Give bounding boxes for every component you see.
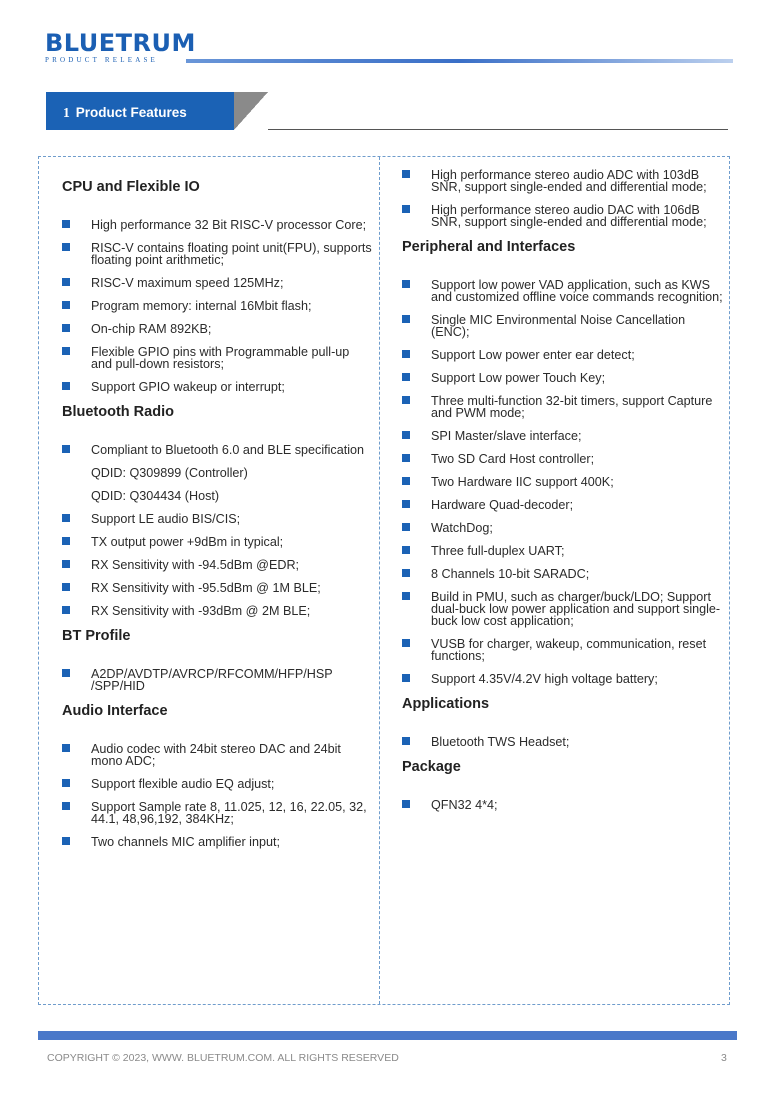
section-tab-corner [234,92,268,130]
feature-item-text: On-chip RAM 892KB; [91,322,212,336]
feature-item-text: QFN32 4*4; [431,798,498,812]
feature-item [402,453,724,465]
feature-item-text: Flexible GPIO pins with Programmable pull-up and pull-down resistors; [91,345,350,371]
feature-item-text: Compliant to Bluetooth 6.0 and BLE specification [91,443,365,457]
bullet-square-icon [402,373,410,381]
bullet-square-icon [62,445,70,453]
feature-item [402,476,724,488]
feature-item-text: High performance 32 Bit RISC-V processor Core; [91,218,367,232]
left-column [62,157,372,859]
feature-list [402,169,724,228]
bullet-square-icon [402,569,410,577]
feature-item [402,568,724,580]
feature-item [62,277,372,289]
bullet-square-icon [62,278,70,286]
bullet-square-icon [62,324,70,332]
feature-group [402,239,724,685]
feature-group-heading: Audio Interface [62,703,168,719]
feature-item [62,668,372,692]
feature-group [62,179,372,393]
feature-item-text: Support LE audio BIS/CIS; [91,512,241,526]
bullet-square-icon [402,205,410,213]
feature-item [402,673,724,685]
brand-logo [45,30,196,64]
feature-item-text: Build in PMU, such as charger/buck/LDO; Support dual-buck low power application and support single-buck low cost application; [431,590,721,628]
feature-item [402,799,724,811]
bullet-square-icon [62,606,70,614]
feature-group [402,696,724,748]
feature-list [402,799,724,811]
feature-item [62,582,372,594]
page-number: 3 [721,1052,727,1064]
bullet-square-icon [402,431,410,439]
feature-item [62,559,372,571]
feature-item-text: Support flexible audio EQ adjust; [91,777,275,791]
feature-group-heading: Peripheral and Interfaces [402,239,576,255]
feature-item-text: Support GPIO wakeup or interrupt; [91,380,285,394]
header-rule [186,59,733,63]
feature-item-text: WatchDog; [431,521,493,535]
feature-item [62,605,372,617]
feature-item-text: Three multi-function 32-bit timers, support Capture and PWM mode; [431,394,713,420]
bullet-square-icon [62,301,70,309]
feature-item-text: Audio codec with 24bit stereo DAC and 24bit mono ADC; [91,742,341,768]
feature-item [402,349,724,361]
bullet-square-icon [402,500,410,508]
feature-item-text: Two Hardware IIC support 400K; [431,475,614,489]
feature-item [62,444,372,456]
bullet-square-icon [62,802,70,810]
bullet-square-icon [62,837,70,845]
bullet-square-icon [402,477,410,485]
feature-item-text: Program memory: internal 16Mbit flash; [91,299,312,313]
bullet-square-icon [402,523,410,531]
feature-group-heading: BT Profile [62,628,131,644]
footer-copyright: COPYRIGHT © 2023, WWW. BLUETRUM.COM. ALL RIGHTS RESERVED [47,1052,399,1064]
bullet-square-icon [402,454,410,462]
feature-item [62,381,372,393]
feature-subitem [62,490,372,502]
bullet-square-icon [62,744,70,752]
logo-subtitle: PRODUCT RELEASE [45,56,159,64]
feature-item-text: 8 Channels 10-bit SARADC; [431,567,590,581]
feature-item-text: VUSB for charger, wakeup, communication, reset functions; [431,637,707,663]
bullet-square-icon [62,382,70,390]
bullet-square-icon [62,583,70,591]
feature-item [402,314,724,338]
feature-item-text: High performance stereo audio ADC with 103dB SNR, support single-ended and differential mode; [431,168,707,194]
feature-item [402,736,724,748]
column-divider [379,157,380,1004]
feature-group [402,169,724,228]
feature-item-text: RISC-V contains floating point unit(FPU), supports floating point arithmetic; [91,241,372,267]
bullet-square-icon [62,243,70,251]
bullet-square-icon [62,669,70,677]
bullet-square-icon [402,170,410,178]
feature-group [402,759,724,811]
feature-item [402,545,724,557]
feature-group [62,628,372,692]
feature-item [62,778,372,790]
feature-item-text: Bluetooth TWS Headset; [431,735,570,749]
bullet-square-icon [402,800,410,808]
feature-item-text: Support Low power enter ear detect; [431,348,635,362]
bullet-square-icon [402,737,410,745]
feature-list [62,743,372,848]
bullet-square-icon [402,546,410,554]
footer-bar [38,1031,737,1040]
feature-group-heading: Applications [402,696,490,712]
bullet-square-icon [402,280,410,288]
feature-item-text: A2DP/AVDTP/AVRCP/RFCOMM/HFP/HSP /SPP/HID [91,667,333,693]
feature-item-text: Single MIC Environmental Noise Cancellation (ENC); [431,313,686,339]
feature-item-text: Support Low power Touch Key; [431,371,606,385]
section-title: Product Features [75,105,187,120]
feature-item-text: QDID: Q304434 (Host) [91,489,220,503]
feature-item-text: High performance stereo audio DAC with 106dB SNR, support single-ended and differential mode; [431,203,707,229]
feature-item [402,372,724,384]
feature-item [402,638,724,662]
right-column [402,157,724,822]
feature-item [402,522,724,534]
feature-item [62,300,372,312]
feature-item-text: RX Sensitivity with -93dBm @ 2M BLE; [91,604,311,618]
bullet-square-icon [402,350,410,358]
feature-group-heading: Bluetooth Radio [62,404,174,420]
bullet-square-icon [62,560,70,568]
feature-item-text: Support 4.35V/4.2V high voltage battery; [431,672,658,686]
feature-item-text: Hardware Quad-decoder; [431,498,574,512]
feature-item [62,219,372,231]
feature-group [62,703,372,848]
feature-item [402,204,724,228]
feature-item [62,242,372,266]
feature-item [402,499,724,511]
feature-item [62,346,372,370]
feature-item-text: Two channels MIC amplifier input; [91,835,280,849]
bullet-square-icon [402,592,410,600]
bullet-square-icon [402,639,410,647]
feature-item [402,430,724,442]
feature-list [62,668,372,692]
bullet-square-icon [62,220,70,228]
bullet-square-icon [62,537,70,545]
section-title-tab [46,92,234,130]
feature-item-text: SPI Master/slave interface; [431,429,582,443]
bullet-square-icon [402,315,410,323]
feature-item [62,323,372,335]
logo-wordmark: BLUETRUM [45,29,196,57]
feature-item [62,513,372,525]
bullet-square-icon [62,347,70,355]
feature-subitem [62,467,372,479]
feature-group-heading: CPU and Flexible IO [62,179,200,195]
feature-item-text: Support Sample rate 8, 11.025, 12, 16, 22.05, 32, 44.1, 48,96,192, 384KHz; [91,800,367,826]
feature-list [402,279,724,685]
feature-item-text: QDID: Q309899 (Controller) [91,466,248,480]
feature-list [62,444,372,617]
feature-list [402,736,724,748]
feature-item [402,169,724,193]
feature-item-text: Support low power VAD application, such as KWS and customized offline voice commands recognition; [431,278,723,304]
feature-item-text: RISC-V maximum speed 125MHz; [91,276,284,290]
section-rule [268,129,728,130]
feature-item-text: RX Sensitivity with -94.5dBm @EDR; [91,558,300,572]
feature-item [62,801,372,825]
feature-item [402,395,724,419]
feature-list [62,219,372,393]
bullet-square-icon [62,779,70,787]
feature-item [402,279,724,303]
bullet-square-icon [402,674,410,682]
feature-item-text: TX output power +9dBm in typical; [91,535,284,549]
bullet-square-icon [62,514,70,522]
feature-item [62,536,372,548]
section-number: 1 [63,105,70,120]
feature-item-text: Two SD Card Host controller; [431,452,595,466]
feature-item [402,591,724,627]
feature-item [62,836,372,848]
bullet-square-icon [402,396,410,404]
feature-group [62,404,372,617]
feature-group-heading: Package [402,759,461,775]
feature-item-text: RX Sensitivity with -95.5dBm @ 1M BLE; [91,581,321,595]
feature-item-text: Three full-duplex UART; [431,544,565,558]
feature-item [62,743,372,767]
